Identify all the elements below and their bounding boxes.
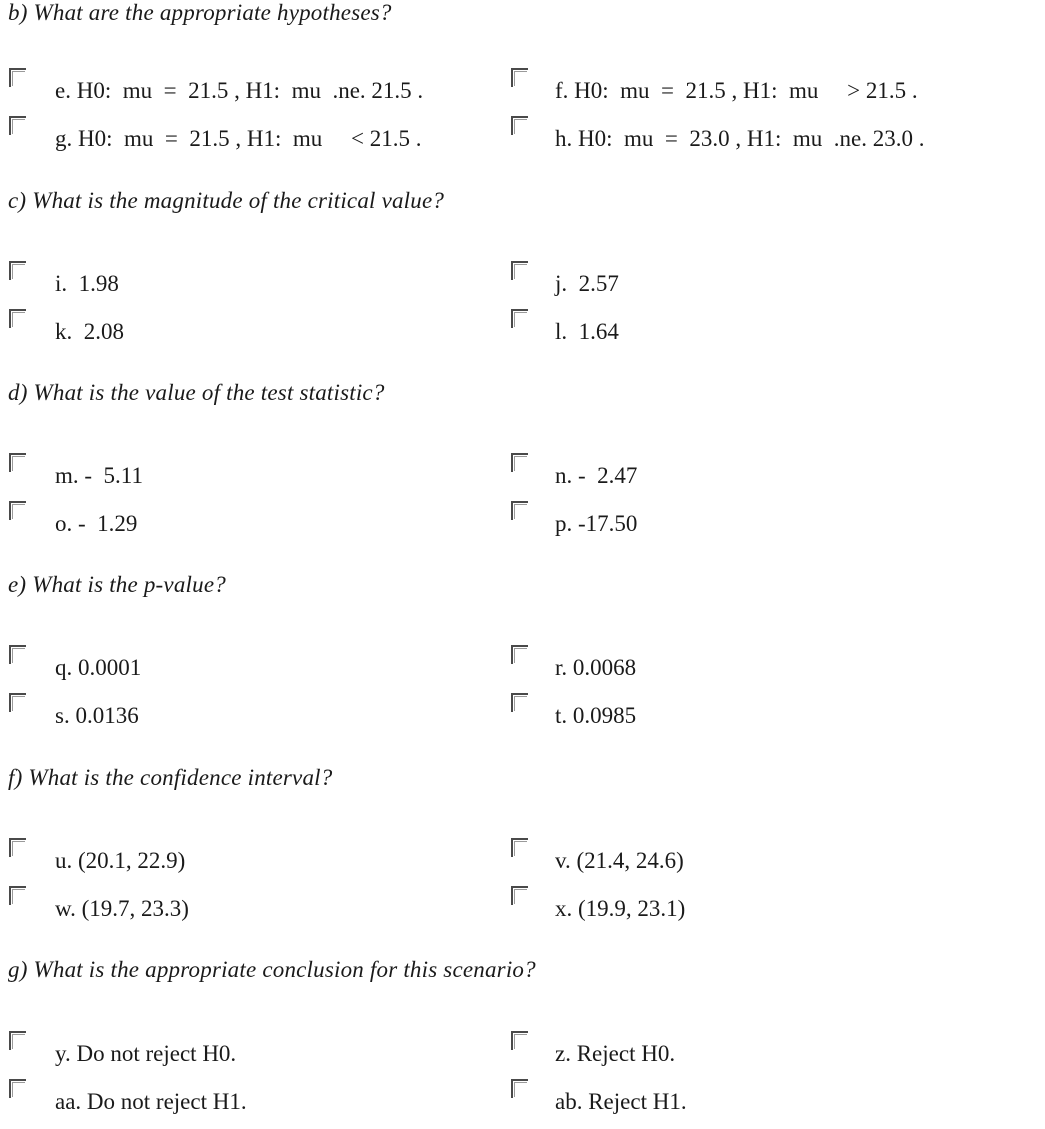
question-c: c) What is the magnitude of the critical value? [8,188,445,213]
option-x[interactable] [511,886,1011,936]
option-k-label: k. 2.08 [55,319,124,344]
option-y[interactable] [9,1031,509,1081]
option-m-label: m. - 5.11 [55,463,143,488]
checkbox-j[interactable] [511,261,528,280]
question-d: d) What is the value of the test statistic? [8,380,385,405]
checkbox-l[interactable] [511,309,528,328]
checkbox-y[interactable] [9,1031,26,1050]
checkbox-s[interactable] [9,693,26,712]
checkbox-g[interactable] [9,116,26,135]
option-g[interactable] [9,116,509,166]
checkbox-ab[interactable] [511,1079,528,1098]
option-ab-label: ab. Reject H1. [555,1089,687,1114]
option-t-label: t. 0.0985 [555,703,637,728]
question-g: g) What is the appropriate conclusion for this scenario? [8,957,536,982]
option-z-label: z. Reject H0. [555,1041,676,1066]
option-k[interactable] [9,309,509,359]
checkbox-t[interactable] [511,693,528,712]
checkbox-k[interactable] [9,309,26,328]
option-f[interactable] [511,68,1011,118]
option-s[interactable] [9,693,509,743]
checkbox-x[interactable] [511,886,528,905]
checkbox-v[interactable] [511,838,528,857]
option-i[interactable] [9,261,509,311]
option-ab[interactable] [511,1079,1011,1129]
option-r-label: r. 0.0068 [555,655,637,680]
option-u-label: u. (20.1, 22.9) [55,848,186,873]
option-h-label: h. H0: mu = 23.0 , H1: mu .ne. 23.0 . [555,126,925,151]
question-b: b) What are the appropriate hypotheses? [8,0,392,25]
option-y-label: y. Do not reject H0. [55,1041,237,1066]
option-l-label: l. 1.64 [555,319,619,344]
checkbox-r[interactable] [511,645,528,664]
checkbox-e[interactable] [9,68,26,87]
option-v-label: v. (21.4, 24.6) [555,848,684,873]
option-v[interactable] [511,838,1011,888]
checkbox-n[interactable] [511,453,528,472]
option-q-label: q. 0.0001 [55,655,142,680]
option-j[interactable] [511,261,1011,311]
checkbox-h[interactable] [511,116,528,135]
checkbox-f[interactable] [511,68,528,87]
option-o[interactable] [9,501,509,551]
question-e: e) What is the p-value? [8,572,226,597]
option-z[interactable] [511,1031,1011,1081]
option-u[interactable] [9,838,509,888]
option-n[interactable] [511,453,1011,503]
option-f-label: f. H0: mu = 21.5 , H1: mu > 21.5 . [555,78,918,103]
checkbox-p[interactable] [511,501,528,520]
option-i-label: i. 1.98 [55,271,119,296]
option-w[interactable] [9,886,509,936]
option-p-label: p. -17.50 [555,511,638,536]
option-s-label: s. 0.0136 [55,703,139,728]
checkbox-q[interactable] [9,645,26,664]
checkbox-w[interactable] [9,886,26,905]
option-l[interactable] [511,309,1011,359]
checkbox-i[interactable] [9,261,26,280]
checkbox-z[interactable] [511,1031,528,1050]
option-o-label: o. - 1.29 [55,511,138,536]
option-x-label: x. (19.9, 23.1) [555,896,686,921]
checkbox-aa[interactable] [9,1079,26,1098]
option-q[interactable] [9,645,509,695]
option-r[interactable] [511,645,1011,695]
option-e-label: e. H0: mu = 21.5 , H1: mu .ne. 21.5 . [55,78,424,103]
checkbox-o[interactable] [9,501,26,520]
option-p[interactable] [511,501,1011,551]
option-j-label: j. 2.57 [555,271,619,296]
option-m[interactable] [9,453,509,503]
option-aa[interactable] [9,1079,509,1129]
option-e[interactable] [9,68,509,118]
option-aa-label: aa. Do not reject H1. [55,1089,247,1114]
question-f: f) What is the confidence interval? [8,765,333,790]
option-w-label: w. (19.7, 23.3) [55,896,189,921]
option-t[interactable] [511,693,1011,743]
checkbox-m[interactable] [9,453,26,472]
option-g-label: g. H0: mu = 21.5 , H1: mu < 21.5 . [55,126,422,151]
option-h[interactable] [511,116,1011,166]
option-n-label: n. - 2.47 [555,463,638,488]
checkbox-u[interactable] [9,838,26,857]
